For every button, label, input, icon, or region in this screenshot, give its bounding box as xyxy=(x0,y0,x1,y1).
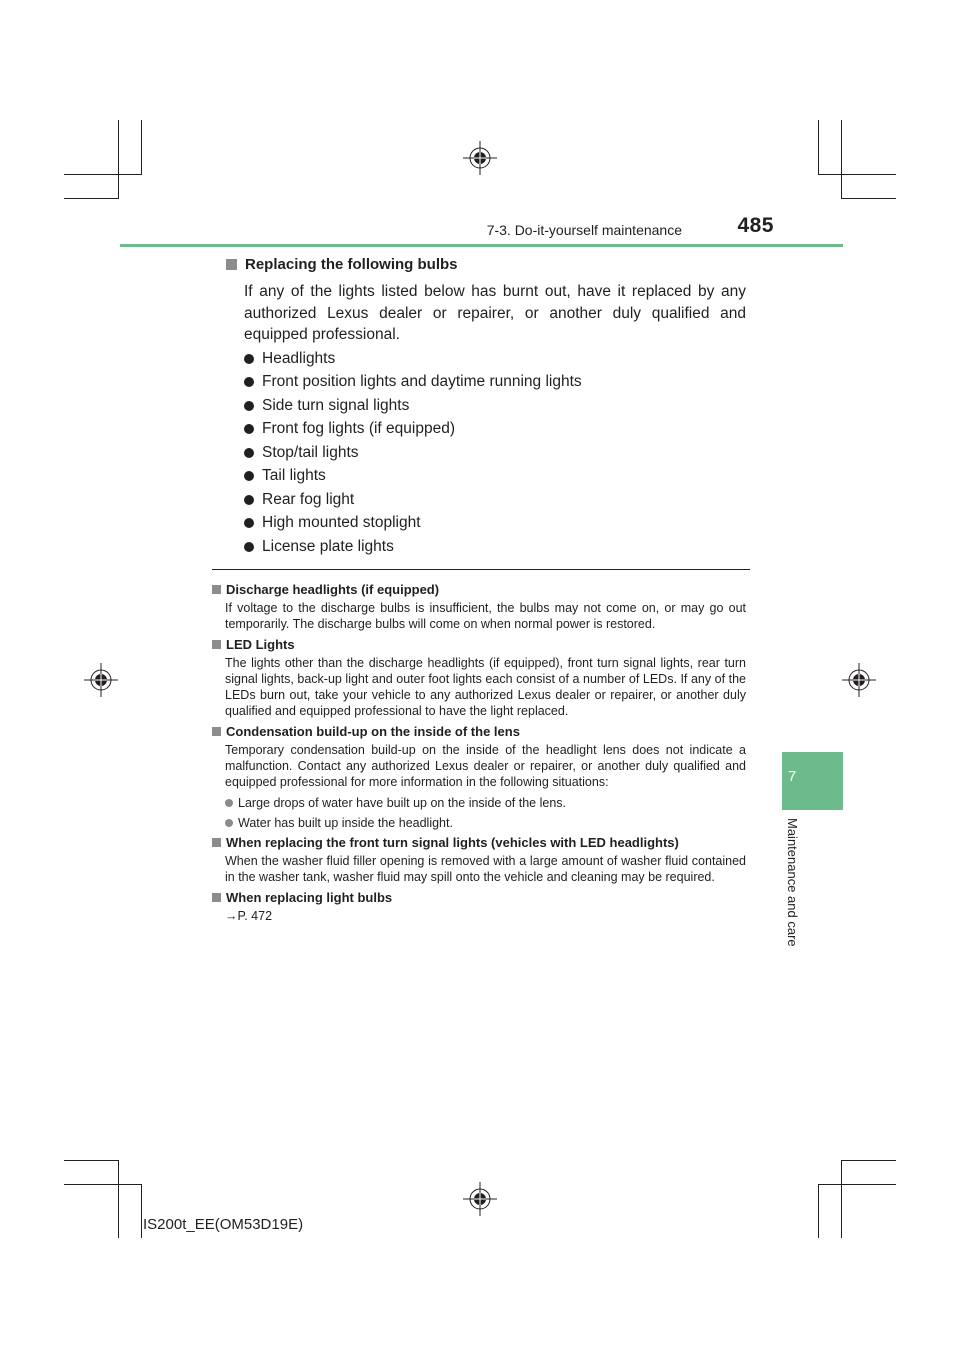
document-code: IS200t_EE(OM53D19E) xyxy=(143,1216,304,1233)
crop-mark xyxy=(818,1184,896,1185)
square-bullet-icon xyxy=(212,893,221,902)
crop-mark xyxy=(118,120,119,198)
intro-paragraph: If any of the lights listed below has burnt out, have it replaced by any authorized Lexus dealer or repairer, or another duly qualified and equipped professional. xyxy=(244,283,746,343)
crop-mark xyxy=(64,174,142,175)
crop-mark xyxy=(64,1160,119,1161)
crop-mark xyxy=(64,1184,142,1185)
notes-section xyxy=(212,580,746,927)
bullet-dot-icon xyxy=(244,471,254,481)
square-bullet-icon xyxy=(212,838,221,847)
bullet-dot-icon xyxy=(244,448,254,458)
crop-mark xyxy=(841,1160,896,1161)
registration-mark-icon xyxy=(463,141,497,175)
list-item: Tail lights xyxy=(244,465,582,489)
crop-mark xyxy=(118,1160,119,1238)
bullet-dot-icon xyxy=(225,819,233,827)
list-item: Large drops of water have built up on the inside of the lens. xyxy=(225,793,746,813)
chapter-title: Maintenance and care xyxy=(785,818,800,947)
crop-mark xyxy=(841,1160,842,1238)
list-item: Stop/tail lights xyxy=(244,441,582,465)
bullet-dot-icon xyxy=(244,542,254,552)
list-item: License plate lights xyxy=(244,535,582,559)
crop-mark xyxy=(818,120,819,174)
bullet-dot-icon xyxy=(244,424,254,434)
square-bullet-icon xyxy=(212,585,221,594)
registration-mark-icon xyxy=(463,1182,497,1216)
notes-divider xyxy=(212,569,750,570)
square-bullet-icon xyxy=(226,259,237,270)
note-text: The lights other than the discharge headlights (if equipped), front turn signal lights, rear turn signal lights, back-up light and outer foot lights each consist of a number of LEDs. If any of the LEDs burn out, take your vehicle to any authorized Lexus dealer or repairer, or another duly qualified and equipped professional to have the light replaced. xyxy=(225,656,746,718)
crop-mark xyxy=(141,120,142,174)
crop-mark xyxy=(841,120,842,198)
list-item: High mounted stoplight xyxy=(244,512,582,536)
note-text: If voltage to the discharge bulbs is insufficient, the bulbs may not come on, or may go out temporarily. The discharge bulbs will come on when normal power is restored. xyxy=(225,601,746,631)
registration-mark-icon xyxy=(84,663,118,697)
registration-mark-icon xyxy=(842,663,876,697)
bullet-dot-icon xyxy=(225,799,233,807)
note-text: When the washer fluid filler opening is removed with a large amount of washer fluid contained in the washer tank, washer fluid may spill onto the vehicle and cleaning may be required. xyxy=(225,854,746,884)
list-item: Front fog lights (if equipped) xyxy=(244,418,582,442)
list-item: Rear fog light xyxy=(244,488,582,512)
bullet-dot-icon xyxy=(244,377,254,387)
chapter-number: 7 xyxy=(787,768,797,785)
list-item: Front position lights and daytime running lights xyxy=(244,371,582,395)
list-item: Headlights xyxy=(244,347,582,371)
crop-mark xyxy=(841,198,896,199)
note-heading: Discharge headlights (if equipped) xyxy=(212,580,746,598)
square-bullet-icon xyxy=(212,727,221,736)
bullet-dot-icon xyxy=(244,401,254,411)
page-reference-link[interactable]: →P. 472 xyxy=(225,909,273,923)
note-text: Temporary condensation build-up on the inside of the headlight lens does not indicate a malfunction. Contact any authorized Lexus dealer or repairer, or another duly qualified and equipped professional for more information in the following situations: xyxy=(225,743,746,789)
crop-mark xyxy=(818,174,896,175)
bulb-list xyxy=(244,347,582,559)
bullet-dot-icon xyxy=(244,495,254,505)
note-heading: When replacing light bulbs xyxy=(212,888,746,906)
crop-mark xyxy=(141,1184,142,1238)
bullet-dot-icon xyxy=(244,354,254,364)
crop-mark xyxy=(818,1184,819,1238)
note-heading: When replacing the front turn signal lights (vehicles with LED headlights) xyxy=(212,833,746,851)
section-heading: Replacing the following bulbs xyxy=(226,256,458,273)
crop-mark xyxy=(64,198,119,199)
page-number: 485 xyxy=(737,214,774,237)
note-heading: Condensation build-up on the inside of the lens xyxy=(212,722,746,740)
square-bullet-icon xyxy=(212,640,221,649)
header-rule xyxy=(120,244,843,247)
list-item: Water has built up inside the headlight. xyxy=(225,813,746,833)
bullet-dot-icon xyxy=(244,518,254,528)
list-item: Side turn signal lights xyxy=(244,394,582,418)
note-heading: LED Lights xyxy=(212,635,746,653)
section-title: 7-3. Do-it-yourself maintenance xyxy=(486,222,682,238)
